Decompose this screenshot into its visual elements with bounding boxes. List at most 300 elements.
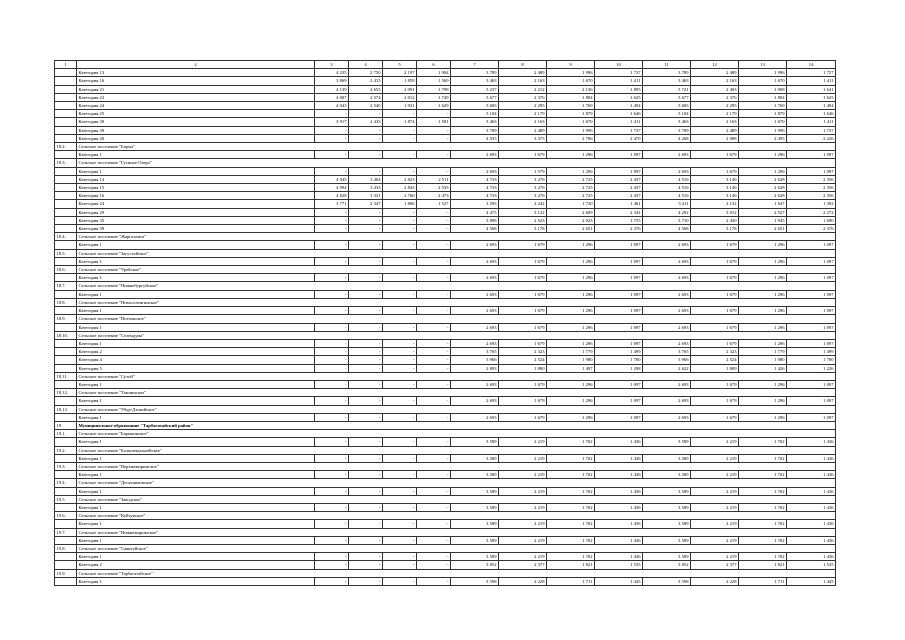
category-name: Категория 1 — [77, 471, 315, 479]
tariff-value: 1 296 — [739, 307, 787, 315]
settlement-row — [55, 249, 836, 257]
tariff-value: 1 679 — [499, 290, 547, 298]
tariff-value: 2 843 — [383, 184, 417, 192]
tariff-value: 2 377 — [499, 561, 547, 569]
tariff-value: 1 702 — [547, 553, 595, 561]
tariff-value: 2 219 — [499, 520, 547, 528]
tariff-value: 1 641 — [787, 85, 836, 93]
tariff-value: 1 749 — [417, 93, 451, 101]
table-body — [55, 61, 836, 586]
table-row — [55, 503, 836, 511]
tariff-value: - — [315, 151, 349, 159]
tariff-value: 1 679 — [691, 397, 739, 405]
tariff-value: 2 628 — [739, 175, 787, 183]
tariff-value: 2 540 — [349, 102, 383, 110]
category-name: Категория 1 — [77, 397, 315, 405]
tariff-value: 2 693 — [451, 323, 499, 331]
tariff-value: 2 219 — [691, 471, 739, 479]
row-number — [55, 167, 77, 175]
tariff-value: 1 436 — [787, 520, 836, 528]
tariff-value: 4 043 — [315, 102, 349, 110]
tariff-value: 1 411 — [595, 118, 643, 126]
tariff-value: - — [315, 487, 349, 495]
settlement-row — [55, 512, 836, 520]
tariff-value: 2 693 — [451, 307, 499, 315]
tariff-value: 1 679 — [499, 413, 547, 421]
tariff-value: 2 653 — [349, 85, 383, 93]
tariff-value: 2 988 — [691, 134, 739, 142]
tariff-value: 1 097 — [595, 397, 643, 405]
tariff-value: - — [383, 216, 417, 224]
settlement-row — [55, 315, 836, 323]
tariff-value: 2 219 — [691, 438, 739, 446]
tariff-value: - — [315, 290, 349, 298]
tariff-value: 1 874 — [383, 118, 417, 126]
tariff-value: 2 760 — [383, 192, 417, 200]
category-name: Категория 35 — [77, 216, 315, 224]
tariff-value: 2 136 — [547, 85, 595, 93]
tariff-value: 4 568 — [451, 225, 499, 233]
tariff-value: - — [315, 110, 349, 118]
row-number — [55, 536, 77, 544]
tariff-value: 1 690 — [787, 216, 836, 224]
tariff-value: 2 012 — [383, 93, 417, 101]
tariff-value: - — [383, 151, 417, 159]
tariff-value: - — [383, 553, 417, 561]
tariff-value: 1 445 — [787, 577, 836, 585]
table-row — [55, 184, 836, 192]
tariff-value: 1 436 — [595, 487, 643, 495]
tariff-value: 1 884 — [739, 93, 787, 101]
tariff-value: 1 625 — [787, 93, 836, 101]
category-name: Категория 1 — [77, 487, 315, 495]
tariff-value: 2 219 — [499, 536, 547, 544]
tariff-value: 3 276 — [499, 192, 547, 200]
tariff-value: - — [383, 167, 417, 175]
tariff-value: 1 702 — [739, 487, 787, 495]
tariff-value: 2 693 — [643, 257, 691, 265]
section-number: 18.6. — [55, 266, 77, 274]
category-name: Категория 1 — [77, 290, 315, 298]
tariff-value: 1 097 — [595, 290, 643, 298]
settlement-row — [55, 389, 836, 397]
tariff-value: - — [315, 397, 349, 405]
tariff-value: 2 219 — [691, 487, 739, 495]
table-row — [55, 577, 836, 585]
tariff-value: 3 852 — [643, 561, 691, 569]
tariff-value: 2 430 — [691, 216, 739, 224]
table-row — [55, 208, 836, 216]
tariff-value: - — [383, 536, 417, 544]
tariff-value: 2 295 — [691, 102, 739, 110]
tariff-value: - — [383, 471, 417, 479]
tariff-value: 2 693 — [451, 339, 499, 347]
tariff-value: - — [383, 364, 417, 372]
settlement-row — [55, 159, 836, 167]
tariff-value: 1 097 — [787, 307, 836, 315]
tariff-value: 3 463 — [643, 77, 691, 85]
tariff-value: - — [417, 134, 451, 142]
tariff-value: 3 789 — [451, 69, 499, 77]
tariff-value: - — [417, 380, 451, 388]
tariff-value: - — [349, 323, 383, 331]
tariff-value: 2 473 — [417, 192, 451, 200]
tariff-value: - — [349, 257, 383, 265]
section-number: 18.4. — [55, 233, 77, 241]
tariff-value: 3 589 — [643, 520, 691, 528]
settlement-name: Сельское поселение "Урейское" — [77, 266, 836, 274]
tariff-value: 1 296 — [739, 290, 787, 298]
tariff-value: 3 463 — [643, 118, 691, 126]
tariff-value: 2 376 — [595, 225, 643, 233]
tariff-value: - — [315, 577, 349, 585]
category-name: Категория 25 — [77, 110, 315, 118]
tariff-value: 2 091 — [383, 85, 417, 93]
column-number-14: 14 — [787, 61, 836, 69]
tariff-value: 1 879 — [547, 110, 595, 118]
tariff-value: 2 197 — [383, 69, 417, 77]
settlement-name: Сельское поселение "Нижнебургуйское" — [77, 282, 836, 290]
tariff-value: 2 347 — [349, 200, 383, 208]
tariff-value: 2 693 — [643, 323, 691, 331]
column-number-8: 8 — [499, 61, 547, 69]
tariff-value: 3 721 — [643, 85, 691, 93]
table-row — [55, 520, 836, 528]
tariff-value: 1 097 — [595, 413, 643, 421]
tariff-value: 3 589 — [643, 536, 691, 544]
tariff-value: 1 679 — [691, 307, 739, 315]
tariff-value: - — [383, 520, 417, 528]
tariff-value: 3 237 — [451, 85, 499, 93]
table-row — [55, 471, 836, 479]
tariff-value: - — [315, 339, 349, 347]
tariff-value: 1 702 — [547, 503, 595, 511]
category-name: Категория 1 — [77, 307, 315, 315]
tariff-value: 2 622 — [643, 364, 691, 372]
tariff-value: 1 499 — [595, 348, 643, 356]
tariff-value: 1 679 — [691, 151, 739, 159]
column-number-11: 11 — [643, 61, 691, 69]
row-number — [55, 93, 77, 101]
tariff-value: 2 163 — [691, 77, 739, 85]
tariff-value: 3 589 — [451, 536, 499, 544]
document-page — [54, 60, 836, 586]
tariff-value: 2 693 — [643, 241, 691, 249]
tariff-value: 1 679 — [691, 380, 739, 388]
tariff-value: 2 693 — [451, 151, 499, 159]
tariff-value: 2 228 — [499, 577, 547, 585]
tariff-value: 3 411 — [643, 200, 691, 208]
tariff-value: - — [315, 307, 349, 315]
tariff-value: 1 884 — [547, 93, 595, 101]
tariff-value: - — [417, 536, 451, 544]
tariff-value: 1 821 — [547, 561, 595, 569]
tariff-value: - — [349, 397, 383, 405]
tariff-value: 3 146 — [691, 184, 739, 192]
tariff-value: 3 589 — [451, 454, 499, 462]
row-number — [55, 192, 77, 200]
tariff-value: 2 651 — [547, 225, 595, 233]
tariff-value: 2 693 — [451, 413, 499, 421]
tariff-value: 2 163 — [499, 118, 547, 126]
column-number-12: 12 — [691, 61, 739, 69]
section-number: 19.9. — [55, 569, 77, 577]
tariff-value: 1 436 — [595, 520, 643, 528]
tariff-value: - — [315, 274, 349, 282]
section-number: 18.7. — [55, 282, 77, 290]
tariff-value: - — [417, 553, 451, 561]
tariff-value: 2 524 — [691, 356, 739, 364]
tariff-value: 2 495 — [739, 134, 787, 142]
tariff-value: 3 589 — [451, 503, 499, 511]
tariff-value: 2 219 — [499, 471, 547, 479]
tariff-value: 2 725 — [547, 192, 595, 200]
settlement-row — [55, 266, 836, 274]
row-number — [55, 561, 77, 569]
tariff-value: - — [349, 553, 383, 561]
row-number — [55, 323, 77, 331]
tariff-value: - — [383, 487, 417, 495]
category-name: Категория 1 — [77, 241, 315, 249]
section-number: 19. — [55, 421, 77, 429]
settlement-name: Сельское поселение "Ноехонское" — [77, 315, 836, 323]
tariff-value: 2 376 — [787, 225, 836, 233]
tariff-value: 1 679 — [691, 257, 739, 265]
tariff-value: 1 426 — [739, 364, 787, 372]
tariff-value: 1 436 — [787, 471, 836, 479]
row-number — [55, 216, 77, 224]
table-row — [55, 93, 836, 101]
tariff-value: 1 097 — [595, 307, 643, 315]
tariff-value: 1 296 — [739, 241, 787, 249]
tariff-value: 1 679 — [691, 413, 739, 421]
category-name: Категория 14 — [77, 175, 315, 183]
tariff-value: 1 411 — [595, 77, 643, 85]
settlement-name: Сельское поселение "Тамчинское" — [77, 389, 836, 397]
section-number: 18.11. — [55, 372, 77, 380]
tariff-value: 1 097 — [787, 339, 836, 347]
table-row — [55, 536, 836, 544]
row-number — [55, 471, 77, 479]
tariff-value: 1 581 — [417, 118, 451, 126]
tariff-value: 3 598 — [451, 577, 499, 585]
tariff-value: 1 296 — [547, 167, 595, 175]
tariff-value: 4 733 — [451, 192, 499, 200]
tariff-value: 1 996 — [547, 69, 595, 77]
tariff-value: 2 163 — [499, 77, 547, 85]
category-name: Категория 2 — [77, 561, 315, 569]
tariff-value: 1 798 — [417, 85, 451, 93]
tariff-value: 4 516 — [643, 175, 691, 183]
tariff-value: 2 437 — [595, 192, 643, 200]
table-row — [55, 356, 836, 364]
tariff-value: 4 007 — [315, 93, 349, 101]
tariff-value: 1 436 — [787, 553, 836, 561]
tariff-value: - — [383, 290, 417, 298]
section-number: 18.13. — [55, 405, 77, 413]
table-row — [55, 413, 836, 421]
row-number — [55, 380, 77, 388]
category-name: Категория 1 — [77, 151, 315, 159]
table-row — [55, 364, 836, 372]
tariff-value: 1 535 — [787, 561, 836, 569]
tariff-value: - — [383, 323, 417, 331]
section-number: 19.5. — [55, 495, 77, 503]
tariff-value: - — [349, 454, 383, 462]
tariff-value: 2 693 — [643, 151, 691, 159]
tariff-value: - — [349, 503, 383, 511]
tariff-value: 2 023 — [547, 216, 595, 224]
tariff-value: 3 593 — [451, 200, 499, 208]
tariff-value: 1 700 — [595, 356, 643, 364]
tariff-value: 3 966 — [643, 356, 691, 364]
settlement-name: Сельское поселение "Заводское" — [77, 495, 836, 503]
tariff-value: - — [349, 151, 383, 159]
section-number: 19.7. — [55, 528, 77, 536]
table-row — [55, 487, 836, 495]
tariff-value: 4 475 — [451, 208, 499, 216]
tariff-value: 2 272 — [787, 208, 836, 216]
tariff-value: 1 679 — [499, 323, 547, 331]
column-number-3: 3 — [315, 61, 349, 69]
tariff-value: 3 966 — [451, 356, 499, 364]
tariff-value: - — [417, 126, 451, 134]
tariff-value: - — [383, 438, 417, 446]
tariff-value: 1 679 — [691, 339, 739, 347]
settlement-name: Сельское поселение "Новоселенгинское" — [77, 298, 836, 306]
category-name: Категория 24 — [77, 200, 315, 208]
tariff-value: 2 524 — [499, 356, 547, 364]
tariff-value: - — [315, 471, 349, 479]
tariff-value: 1 097 — [595, 323, 643, 331]
tariff-value: 3 789 — [451, 126, 499, 134]
table-row — [55, 167, 836, 175]
settlement-row — [55, 495, 836, 503]
tariff-value: 1 296 — [739, 167, 787, 175]
settlement-row — [55, 405, 836, 413]
tariff-value: 1 226 — [787, 364, 836, 372]
tariff-value: 1 296 — [547, 274, 595, 282]
tariff-value: 1 296 — [739, 257, 787, 265]
tariff-value: 1 670 — [547, 77, 595, 85]
tariff-value: 3 771 — [315, 200, 349, 208]
tariff-value: - — [349, 356, 383, 364]
table-row — [55, 110, 836, 118]
tariff-value: 1 298 — [595, 364, 643, 372]
category-name: Категория 1 — [77, 438, 315, 446]
category-name: Категория 22 — [77, 93, 315, 101]
tariff-value: 1 296 — [739, 397, 787, 405]
tariff-value: - — [417, 364, 451, 372]
table-row — [55, 85, 836, 93]
category-name: Категория 1 — [77, 553, 315, 561]
settlement-name: Сельское поселение "Тарбагатайское" — [77, 569, 836, 577]
tariff-value: - — [417, 397, 451, 405]
tariff-value: 2 219 — [691, 503, 739, 511]
tariff-value: - — [417, 274, 451, 282]
tariff-value: 2 219 — [691, 454, 739, 462]
tariff-value: 1 931 — [383, 102, 417, 110]
settlement-name: Сельское поселение "Нижнежиримское" — [77, 528, 836, 536]
tariff-value: 1 296 — [547, 290, 595, 298]
tariff-value: - — [315, 208, 349, 216]
tariff-value: 2 693 — [451, 397, 499, 405]
tariff-value: 1 769 — [739, 102, 787, 110]
column-number-5: 5 — [383, 61, 417, 69]
tariff-value: - — [349, 126, 383, 134]
tariff-value: 1 702 — [547, 536, 595, 544]
tariff-value: 1 806 — [383, 200, 417, 208]
tariff-value: - — [383, 577, 417, 585]
tariff-value: 1 647 — [739, 200, 787, 208]
tariff-value: 4 568 — [643, 225, 691, 233]
table-row — [55, 192, 836, 200]
row-number — [55, 102, 77, 110]
tariff-value: - — [349, 536, 383, 544]
tariff-value: 2 219 — [499, 503, 547, 511]
tariff-value: 1 904 — [417, 69, 451, 77]
category-name: Категория 29 — [77, 208, 315, 216]
column-number-13: 13 — [739, 61, 787, 69]
column-number-2: 2 — [77, 61, 315, 69]
tariff-value: 1 679 — [499, 380, 547, 388]
tariff-value: 3 917 — [315, 118, 349, 126]
category-name: Категория 1 — [77, 413, 315, 421]
row-number — [55, 348, 77, 356]
tariff-value: 1 296 — [547, 241, 595, 249]
tariff-value: - — [383, 380, 417, 388]
category-name: Категория 13 — [77, 69, 315, 77]
tariff-value: 2 219 — [691, 520, 739, 528]
tariff-value: - — [315, 126, 349, 134]
tariff-value: - — [417, 520, 451, 528]
tariff-value: 2 376 — [691, 93, 739, 101]
tariff-value: 1 097 — [787, 323, 836, 331]
tariff-value: 1 097 — [595, 151, 643, 159]
tariff-value: - — [315, 438, 349, 446]
tariff-value: - — [315, 257, 349, 265]
table-row — [55, 175, 836, 183]
tariff-value: 3 589 — [451, 487, 499, 495]
tariff-value: 2 341 — [595, 208, 643, 216]
tariff-value: 1 411 — [787, 77, 836, 85]
tariff-value: - — [383, 225, 417, 233]
tariff-value: 4 516 — [643, 184, 691, 192]
column-number-row — [55, 61, 836, 69]
tariff-value: 3 683 — [451, 102, 499, 110]
tariff-value: 3 765 — [643, 348, 691, 356]
tariff-value: 1 679 — [691, 323, 739, 331]
table-row — [55, 438, 836, 446]
tariff-value: 1 679 — [499, 307, 547, 315]
tariff-value: 1 895 — [595, 85, 643, 93]
category-name: Категория 16 — [77, 77, 315, 85]
settlement-name: Сельское поселение "Барыкинское" — [77, 430, 836, 438]
tariff-value: 1 702 — [739, 553, 787, 561]
tariff-value: 2 356 — [787, 175, 836, 183]
tariff-value: 1 711 — [739, 577, 787, 585]
tariff-value: 1 779 — [547, 348, 595, 356]
tariff-value: 4 828 — [315, 192, 349, 200]
column-number-9: 9 — [547, 61, 595, 69]
tariff-value: 1 702 — [739, 536, 787, 544]
row-number — [55, 356, 77, 364]
row-number — [55, 438, 77, 446]
tariff-value: 2 523 — [499, 216, 547, 224]
tariff-value: 1 296 — [739, 339, 787, 347]
table-row — [55, 348, 836, 356]
tariff-value: 1 679 — [499, 257, 547, 265]
